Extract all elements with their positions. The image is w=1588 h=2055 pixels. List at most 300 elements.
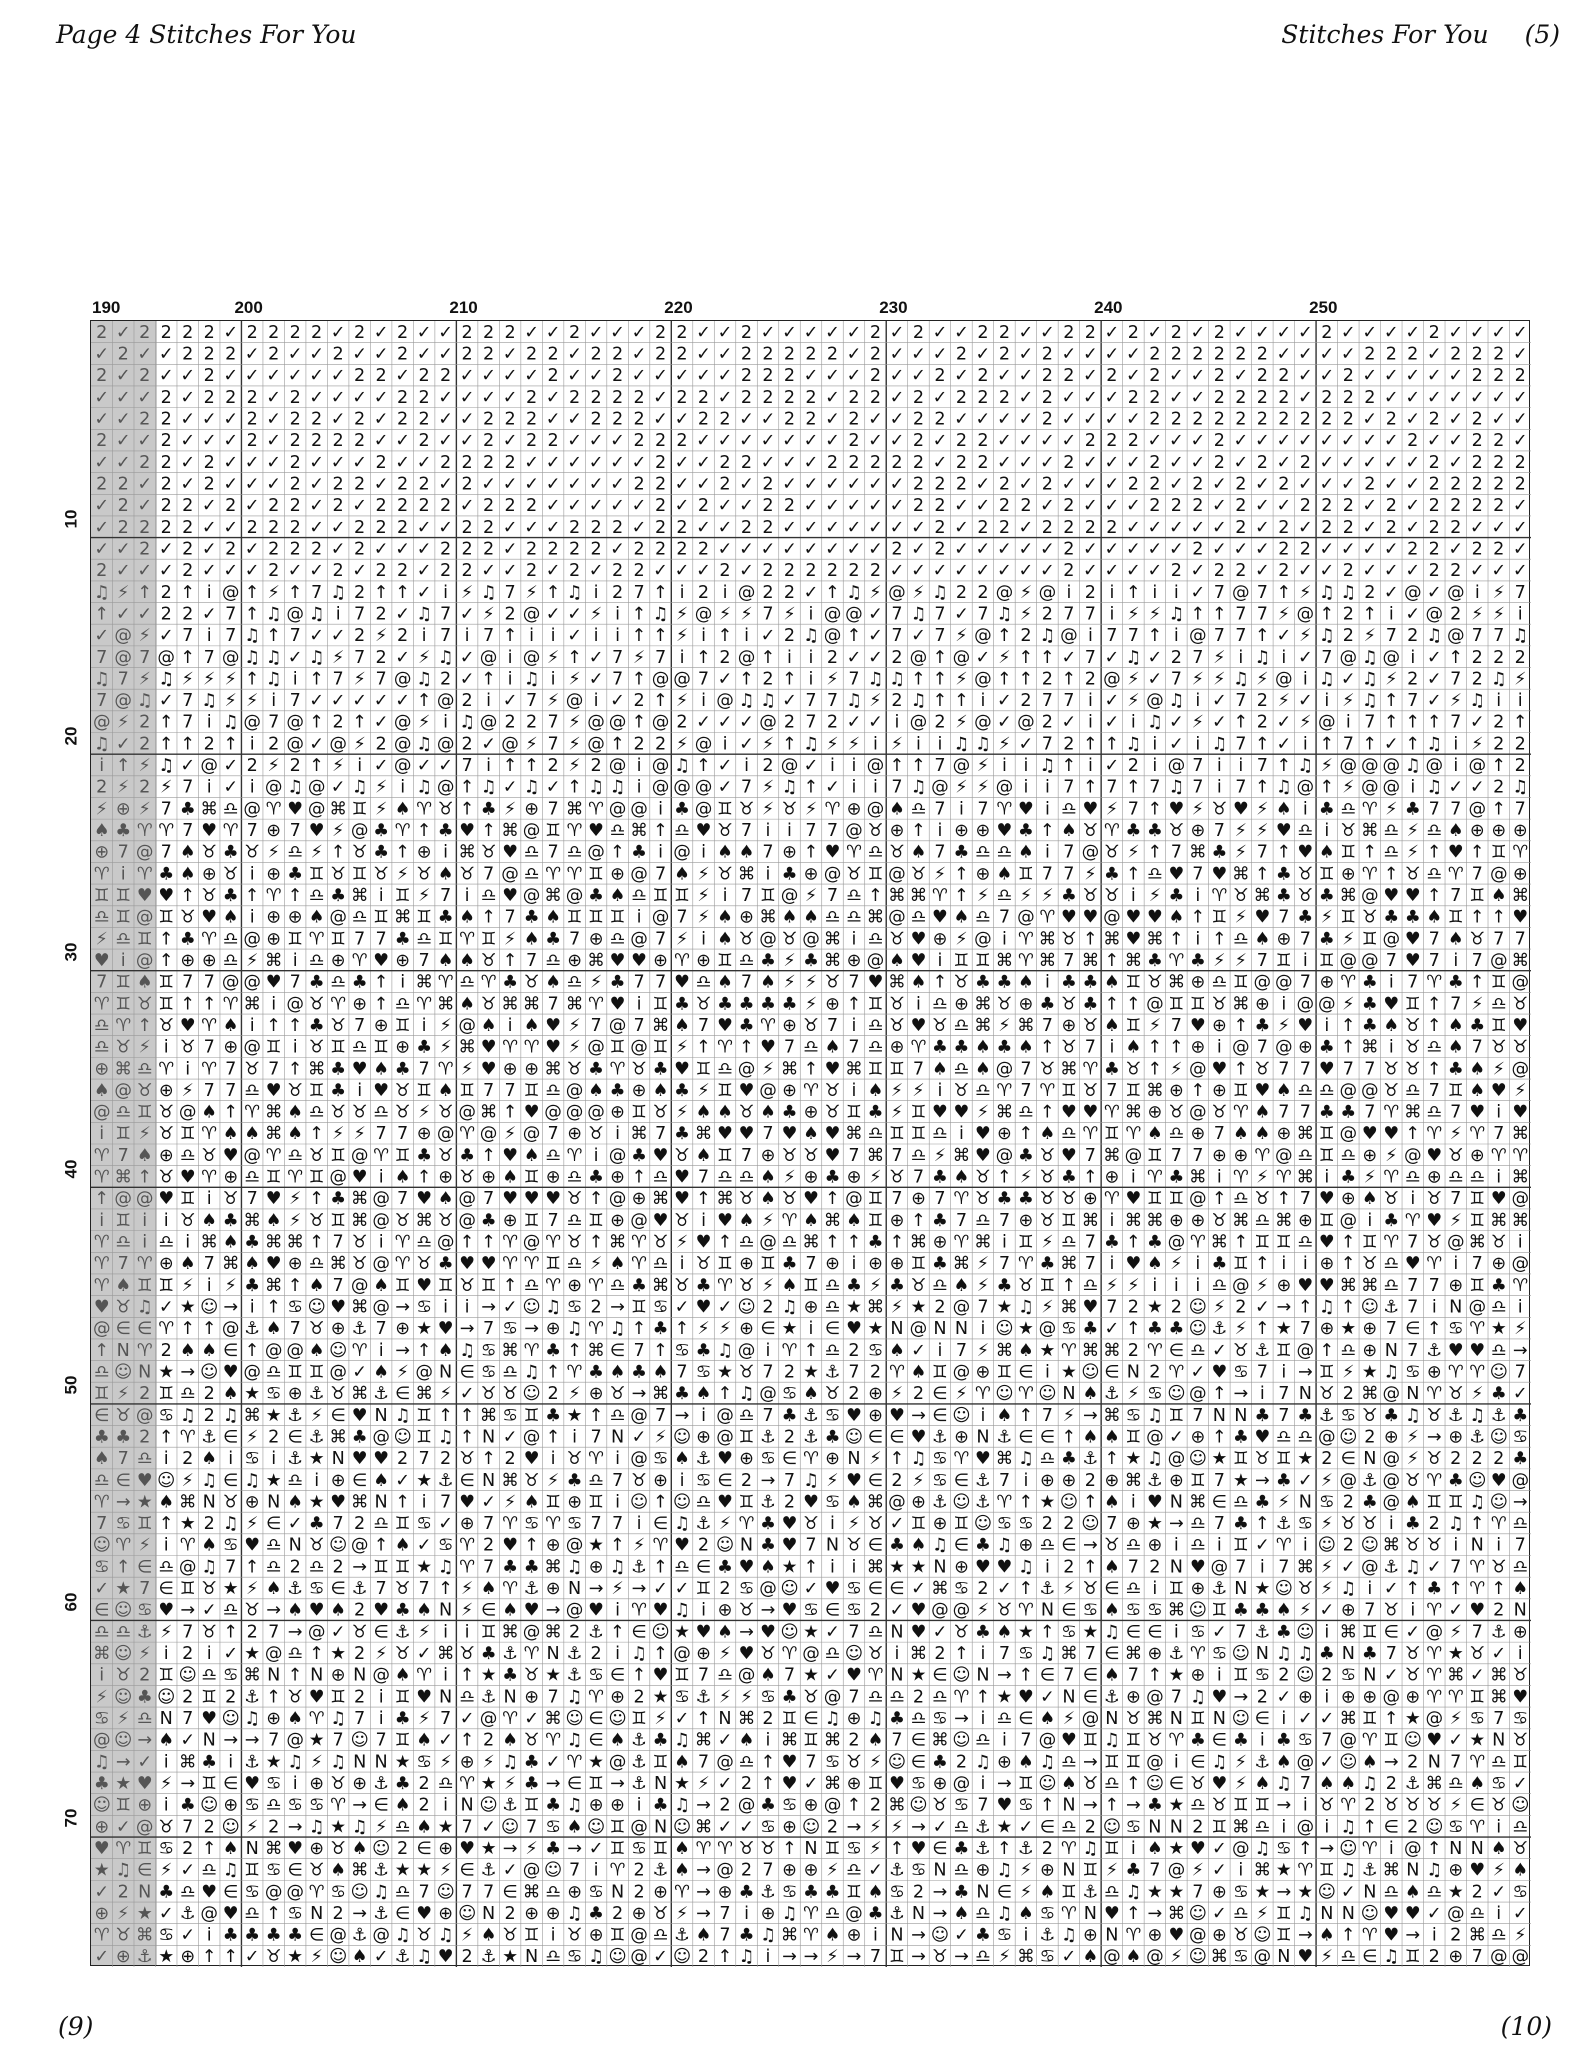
stitch-symbol: ⚡ bbox=[353, 734, 365, 754]
stitch-symbol: ⚡ bbox=[160, 778, 172, 798]
stitch-symbol: i bbox=[1238, 756, 1243, 776]
stitch-symbol: 7 bbox=[999, 1211, 1010, 1231]
stitch-symbol: ⊕ bbox=[847, 799, 862, 819]
stitch-symbol: ⚓ bbox=[696, 1687, 712, 1707]
stitch-symbol: 2 bbox=[419, 366, 430, 386]
stitch-symbol: ↑ bbox=[825, 583, 840, 603]
stitch-symbol: @ bbox=[738, 648, 756, 668]
stitch-symbol: 2 bbox=[483, 453, 494, 473]
stitch-symbol: ★ bbox=[717, 1362, 733, 1382]
stitch-symbol: ♈ bbox=[631, 1254, 647, 1274]
stitch-symbol: ⚡ bbox=[1278, 691, 1290, 711]
stitch-symbol: ✓ bbox=[718, 366, 733, 386]
stitch-symbol: ↑ bbox=[309, 1233, 324, 1253]
stitch-symbol: 2 bbox=[698, 1536, 709, 1556]
stitch-symbol: ✓ bbox=[309, 366, 324, 386]
stitch-symbol: ⚡ bbox=[977, 756, 989, 776]
stitch-symbol: 7 bbox=[268, 713, 279, 733]
stitch-symbol: ♥ bbox=[653, 1666, 669, 1686]
stitch-symbol: ☺ bbox=[952, 1492, 970, 1512]
stitch-symbol: 7 bbox=[290, 973, 301, 993]
stitch-symbol: ∈ bbox=[889, 1579, 904, 1599]
stitch-symbol: 7 bbox=[612, 669, 623, 689]
stitch-symbol: ∈ bbox=[1104, 1579, 1119, 1599]
stitch-symbol: 2 bbox=[870, 345, 881, 365]
stitch-symbol: ⊕ bbox=[1341, 864, 1356, 884]
stitch-symbol: ♠ bbox=[1448, 1038, 1464, 1058]
stitch-symbol: 2 bbox=[956, 474, 967, 494]
stitch-symbol: ♥ bbox=[180, 1016, 196, 1036]
stitch-symbol: ♠ bbox=[223, 1384, 239, 1404]
stitch-symbol: 7 bbox=[848, 1038, 859, 1058]
stitch-symbol: ♫ bbox=[352, 778, 368, 798]
stitch-symbol: ♉ bbox=[1405, 1644, 1421, 1664]
stitch-symbol: ♥ bbox=[1512, 1103, 1528, 1123]
stitch-symbol: 2 bbox=[1343, 1384, 1354, 1404]
stitch-symbol: ✓ bbox=[1255, 518, 1270, 538]
stitch-symbol: ∈ bbox=[1018, 1709, 1033, 1729]
stitch-symbol: ⚡ bbox=[955, 669, 967, 689]
stitch-symbol: ⊕ bbox=[159, 1254, 174, 1274]
stitch-symbol: ♣ bbox=[631, 1362, 647, 1382]
stitch-symbol: ♠ bbox=[524, 1492, 540, 1512]
stitch-symbol: ⊕ bbox=[288, 1384, 303, 1404]
stitch-symbol: ♥ bbox=[481, 1059, 497, 1079]
stitch-symbol: 7 bbox=[268, 1731, 279, 1751]
stitch-symbol: ♣ bbox=[1040, 994, 1056, 1014]
stitch-symbol: ⚡ bbox=[805, 799, 817, 819]
stitch-symbol: i bbox=[185, 1059, 190, 1079]
stitch-symbol: ↑ bbox=[782, 1839, 797, 1859]
stitch-symbol: ⚡ bbox=[117, 1384, 129, 1404]
stitch-symbol: ⊕ bbox=[1448, 1427, 1463, 1447]
stitch-symbol: ⊕ bbox=[589, 1384, 604, 1404]
stitch-symbol: N bbox=[310, 1904, 323, 1924]
stitch-symbol: 7 bbox=[1106, 626, 1117, 646]
stitch-symbol: ✓ bbox=[567, 345, 582, 365]
stitch-symbol: ♣ bbox=[825, 1882, 841, 1902]
stitch-symbol: ⚡ bbox=[1020, 604, 1032, 624]
stitch-symbol: ⚓ bbox=[201, 1427, 217, 1447]
stitch-symbol: ✓ bbox=[804, 323, 819, 343]
stitch-symbol: 2 bbox=[934, 1297, 945, 1317]
stitch-symbol: ♎ bbox=[975, 908, 991, 928]
stitch-symbol: ♈ bbox=[717, 1038, 733, 1058]
stitch-symbol: ♊ bbox=[653, 1038, 669, 1058]
stitch-symbol: ♎ bbox=[223, 951, 239, 971]
stitch-symbol: ✓ bbox=[1298, 388, 1313, 408]
stitch-symbol: @ bbox=[286, 713, 304, 733]
stitch-symbol: i bbox=[99, 1124, 104, 1144]
stitch-symbol: ♥ bbox=[1018, 799, 1034, 819]
stitch-symbol: ↑ bbox=[460, 1233, 475, 1253]
stitch-symbol: ♉ bbox=[524, 973, 540, 993]
stitch-symbol: ⚡ bbox=[1407, 1449, 1419, 1469]
stitch-symbol: 2 bbox=[1386, 1774, 1397, 1794]
stitch-symbol: ☺ bbox=[1167, 1384, 1185, 1404]
stitch-symbol: ⚡ bbox=[1321, 1579, 1333, 1599]
stitch-symbol: ↑ bbox=[1083, 1168, 1098, 1188]
stitch-symbol: ★ bbox=[1168, 1882, 1184, 1902]
stitch-symbol: ⊕ bbox=[825, 1449, 840, 1469]
stitch-symbol: ♉ bbox=[137, 994, 153, 1014]
stitch-symbol: → bbox=[1513, 1492, 1528, 1512]
stitch-symbol: ☺ bbox=[114, 1362, 132, 1382]
stitch-symbol: ✓ bbox=[116, 539, 131, 559]
stitch-symbol: ⚡ bbox=[1342, 994, 1354, 1014]
stitch-symbol: ⚡ bbox=[139, 1038, 151, 1058]
stitch-symbol: ⊕ bbox=[1276, 929, 1291, 949]
stitch-symbol: ♣ bbox=[975, 1622, 991, 1642]
stitch-symbol: ♠ bbox=[266, 1579, 282, 1599]
stitch-symbol: ✓ bbox=[438, 518, 453, 538]
stitch-symbol: 2 bbox=[1343, 1536, 1354, 1556]
stitch-symbol: ♣ bbox=[1512, 1449, 1528, 1469]
stitch-symbol: @ bbox=[523, 604, 541, 624]
stitch-symbol: ♉ bbox=[201, 843, 217, 863]
stitch-symbol: ♎ bbox=[567, 1168, 583, 1188]
stitch-symbol: ⚓ bbox=[1018, 1839, 1034, 1859]
stitch-symbol: ↑ bbox=[1255, 734, 1270, 754]
stitch-symbol: ✓ bbox=[675, 453, 690, 473]
stitch-symbol: ⚡ bbox=[955, 1384, 967, 1404]
stitch-symbol: 7 bbox=[999, 1644, 1010, 1664]
stitch-symbol: ⌘ bbox=[1103, 1406, 1121, 1426]
stitch-symbol: ✓ bbox=[1491, 388, 1506, 408]
stitch-symbol: ♈ bbox=[223, 821, 239, 841]
stitch-symbol: ✓ bbox=[288, 561, 303, 581]
stitch-symbol: ⊕ bbox=[417, 1124, 432, 1144]
stitch-symbol: ♋ bbox=[158, 1839, 174, 1859]
stitch-symbol: ✓ bbox=[675, 474, 690, 494]
stitch-symbol: 2 bbox=[1128, 388, 1139, 408]
stitch-symbol: ⌘ bbox=[179, 1492, 197, 1512]
stitch-symbol: @ bbox=[1382, 778, 1400, 798]
stitch-symbol: @ bbox=[1297, 1752, 1315, 1772]
stitch-symbol: ↑ bbox=[632, 604, 647, 624]
stitch-symbol: 2 bbox=[1407, 431, 1418, 451]
stitch-symbol: ✓ bbox=[1212, 713, 1227, 733]
stitch-symbol: ♣ bbox=[782, 1687, 798, 1707]
stitch-symbol: ↑ bbox=[503, 951, 518, 971]
stitch-symbol: i bbox=[1152, 734, 1157, 754]
stitch-symbol: ✓ bbox=[417, 345, 432, 365]
stitch-symbol: ♣ bbox=[674, 1384, 690, 1404]
stitch-symbol: ⊕ bbox=[1362, 1146, 1377, 1166]
stitch-symbol: ⚡ bbox=[697, 1081, 709, 1101]
stitch-symbol: ♣ bbox=[1147, 1319, 1163, 1339]
stitch-symbol: ♣ bbox=[760, 951, 776, 971]
stitch-symbol: 2 bbox=[182, 1687, 193, 1707]
stitch-symbol: 7 bbox=[333, 669, 344, 689]
stitch-symbol: ☺ bbox=[845, 1427, 863, 1447]
stitch-symbol: ♫ bbox=[524, 778, 540, 798]
stitch-symbol: ♊ bbox=[868, 1059, 884, 1079]
stitch-symbol: ♥ bbox=[373, 951, 389, 971]
stitch-symbol: 7 bbox=[290, 821, 301, 841]
stitch-symbol: ✓ bbox=[180, 388, 195, 408]
stitch-symbol: ♫ bbox=[782, 1904, 798, 1924]
stitch-symbol: ♎ bbox=[94, 1471, 110, 1491]
stitch-symbol: ☺ bbox=[1361, 1297, 1379, 1317]
stitch-symbol: ♋ bbox=[266, 1861, 282, 1881]
stitch-symbol: ✓ bbox=[1513, 345, 1528, 365]
stitch-symbol: ♈ bbox=[1426, 1124, 1442, 1144]
stitch-symbol: 2 bbox=[354, 474, 365, 494]
stitch-symbol: ♥ bbox=[1512, 1016, 1528, 1036]
stitch-symbol: ✓ bbox=[567, 604, 582, 624]
stitch-symbol: ✓ bbox=[374, 431, 389, 451]
stitch-symbol: 2 bbox=[655, 345, 666, 365]
stitch-symbol: ♋ bbox=[567, 1514, 583, 1534]
stitch-symbol: 2 bbox=[913, 388, 924, 408]
stitch-symbol: ♥ bbox=[610, 994, 626, 1014]
stitch-symbol: ♫ bbox=[567, 1731, 583, 1751]
stitch-symbol: ↑ bbox=[1362, 604, 1377, 624]
stitch-symbol: i bbox=[852, 1016, 857, 1036]
stitch-symbol: N bbox=[267, 1492, 280, 1512]
stitch-symbol: 2 bbox=[1042, 474, 1053, 494]
stitch-symbol: ♥ bbox=[1211, 1059, 1227, 1079]
stitch-symbol: ♠ bbox=[1362, 1752, 1378, 1772]
stitch-symbol: ✓ bbox=[546, 518, 561, 538]
stitch-symbol: ♊ bbox=[1426, 1492, 1442, 1512]
stitch-symbol: ⌘ bbox=[738, 1709, 756, 1729]
stitch-symbol: 2 bbox=[182, 1449, 193, 1469]
stitch-symbol: ♣ bbox=[1512, 1406, 1528, 1426]
stitch-symbol: ♫ bbox=[1491, 669, 1507, 689]
stitch-symbol: ♉ bbox=[1383, 1601, 1399, 1621]
stitch-symbol: ♋ bbox=[244, 1882, 260, 1902]
stitch-symbol: 7 bbox=[913, 1059, 924, 1079]
stitch-symbol: ♋ bbox=[158, 1926, 174, 1946]
stitch-symbol: ★ bbox=[911, 1666, 927, 1686]
stitch-symbol: ✓ bbox=[1255, 1297, 1270, 1317]
stitch-symbol: ⌘ bbox=[1082, 1211, 1100, 1231]
stitch-symbol: ♫ bbox=[1040, 1752, 1056, 1772]
stitch-symbol: ⚡ bbox=[1278, 1016, 1290, 1036]
stitch-symbol: ⚓ bbox=[502, 1796, 518, 1816]
stitch-symbol: i bbox=[1045, 799, 1050, 819]
stitch-symbol: ♠ bbox=[1040, 1709, 1056, 1729]
stitch-symbol: ∈ bbox=[266, 1514, 281, 1534]
stitch-symbol: i bbox=[142, 1233, 147, 1253]
stitch-symbol: ⌘ bbox=[329, 1427, 347, 1447]
stitch-symbol: 7 bbox=[1364, 1601, 1375, 1621]
stitch-symbol: @ bbox=[974, 929, 992, 949]
stitch-symbol: ✓ bbox=[546, 496, 561, 516]
stitch-symbol: ♋ bbox=[223, 1536, 239, 1556]
stitch-symbol: @ bbox=[1318, 1427, 1336, 1447]
stitch-symbol: ♉ bbox=[416, 864, 432, 884]
stitch-symbol: ↑ bbox=[266, 1016, 281, 1036]
stitch-symbol: ⚓ bbox=[760, 1492, 776, 1512]
stitch-symbol: ♠ bbox=[352, 1839, 368, 1859]
stitch-symbol: ♠ bbox=[954, 1276, 970, 1296]
stitch-symbol: @ bbox=[372, 1211, 390, 1231]
column-number: 210 bbox=[449, 298, 477, 318]
stitch-symbol: ⊕ bbox=[1362, 1687, 1377, 1707]
stitch-symbol: ♎ bbox=[997, 886, 1013, 906]
stitch-symbol: 2 bbox=[1020, 496, 1031, 516]
stitch-symbol: ♊ bbox=[631, 1709, 647, 1729]
stitch-symbol: ⚡ bbox=[762, 799, 774, 819]
stitch-symbol: ✓ bbox=[567, 366, 582, 386]
stitch-symbol: 2 bbox=[247, 431, 258, 451]
stitch-symbol: ✓ bbox=[696, 518, 711, 538]
stitch-symbol: → bbox=[997, 1666, 1012, 1686]
stitch-symbol: ♠ bbox=[696, 1384, 712, 1404]
stitch-symbol: 2 bbox=[784, 561, 795, 581]
stitch-symbol: i bbox=[1045, 1362, 1050, 1382]
stitch-symbol: ♥ bbox=[631, 951, 647, 971]
stitch-symbol: @ bbox=[1275, 1146, 1293, 1166]
stitch-symbol: ⚡ bbox=[977, 1601, 989, 1621]
stitch-symbol: ☺ bbox=[1296, 1666, 1314, 1686]
stitch-symbol: 7 bbox=[1300, 1059, 1311, 1079]
stitch-symbol: 7 bbox=[397, 1124, 408, 1144]
stitch-symbol: ⚡ bbox=[525, 734, 537, 754]
stitch-symbol: ⚡ bbox=[504, 929, 516, 949]
stitch-symbol: ♊ bbox=[1168, 1406, 1184, 1426]
stitch-symbol: ✓ bbox=[245, 496, 260, 516]
stitch-symbol: ⌘ bbox=[974, 1016, 992, 1036]
stitch-symbol: ⚡ bbox=[1192, 713, 1204, 733]
stitch-symbol: ♫ bbox=[739, 691, 755, 711]
stitch-symbol: N bbox=[1299, 1492, 1312, 1512]
stitch-symbol: ⚡ bbox=[1256, 669, 1268, 689]
stitch-symbol: ♈ bbox=[588, 1319, 604, 1339]
stitch-symbol: ♊ bbox=[330, 1038, 346, 1058]
stitch-symbol: ♊ bbox=[760, 886, 776, 906]
stitch-symbol: ♉ bbox=[524, 1731, 540, 1751]
stitch-symbol: ⊕ bbox=[1513, 864, 1528, 884]
stitch-symbol: ♉ bbox=[975, 1168, 991, 1188]
stitch-symbol: 7 bbox=[483, 626, 494, 646]
stitch-symbol: @ bbox=[480, 648, 498, 668]
stitch-symbol: ♣ bbox=[1018, 1146, 1034, 1166]
stitch-symbol: ⊕ bbox=[1147, 1103, 1162, 1123]
stitch-symbol: @ bbox=[609, 1016, 627, 1036]
stitch-symbol: ↑ bbox=[159, 1427, 174, 1447]
stitch-symbol: i bbox=[443, 1297, 448, 1317]
stitch-symbol: 7 bbox=[247, 1189, 258, 1209]
stitch-symbol: ✓ bbox=[266, 474, 281, 494]
stitch-symbol: ☺ bbox=[673, 1817, 691, 1837]
stitch-symbol: ★ bbox=[266, 1752, 282, 1772]
stitch-symbol: ♫ bbox=[287, 778, 303, 798]
stitch-symbol: ✓ bbox=[1405, 474, 1420, 494]
stitch-symbol: ♈ bbox=[459, 1536, 475, 1556]
stitch-symbol: ✓ bbox=[1019, 539, 1034, 559]
stitch-symbol: → bbox=[266, 1601, 281, 1621]
stitch-symbol: ♊ bbox=[610, 908, 626, 928]
stitch-symbol: 2 bbox=[182, 561, 193, 581]
stitch-symbol: ∈ bbox=[137, 1319, 152, 1339]
stitch-symbol: @ bbox=[845, 1904, 863, 1924]
stitch-symbol: 2 bbox=[1085, 1817, 1096, 1837]
stitch-symbol: i bbox=[1281, 994, 1286, 1014]
stitch-symbol: N bbox=[353, 1666, 366, 1686]
stitch-symbol: ⚡ bbox=[225, 669, 237, 689]
stitch-symbol: ⌘ bbox=[1060, 1297, 1078, 1317]
stitch-symbol: ✓ bbox=[460, 431, 475, 451]
stitch-symbol: i bbox=[443, 1666, 448, 1686]
stitch-symbol: i bbox=[1410, 1189, 1415, 1209]
stitch-symbol: ✓ bbox=[1212, 1839, 1227, 1859]
stitch-symbol: ✓ bbox=[1169, 734, 1184, 754]
stitch-symbol: ♫ bbox=[1147, 1449, 1163, 1469]
stitch-symbol: 2 bbox=[1493, 345, 1504, 365]
stitch-symbol: ✓ bbox=[825, 388, 840, 408]
stitch-symbol: i bbox=[422, 1492, 427, 1512]
stitch-symbol: ✓ bbox=[997, 410, 1012, 430]
stitch-symbol: 7 bbox=[96, 691, 107, 711]
stitch-symbol: ♊ bbox=[1168, 994, 1184, 1014]
stitch-symbol: ♥ bbox=[932, 908, 948, 928]
stitch-symbol: ♈ bbox=[201, 1059, 217, 1079]
stitch-symbol: ↑ bbox=[1126, 778, 1141, 798]
stitch-symbol: 2 bbox=[547, 431, 558, 451]
stitch-symbol: @ bbox=[1039, 583, 1057, 603]
stitch-symbol: ✓ bbox=[1427, 583, 1442, 603]
stitch-symbol: ♥ bbox=[846, 1319, 862, 1339]
stitch-symbol: 2 bbox=[161, 323, 172, 343]
stitch-symbol: ♣ bbox=[395, 1601, 411, 1621]
stitch-symbol: ♣ bbox=[1469, 1016, 1485, 1036]
stitch-symbol: ↑ bbox=[1040, 648, 1055, 668]
stitch-symbol: ♈ bbox=[373, 1146, 389, 1166]
stitch-symbol: ↑ bbox=[1276, 1189, 1291, 1209]
stitch-symbol: ⚡ bbox=[934, 1146, 946, 1166]
stitch-symbol: ♉ bbox=[1297, 864, 1313, 884]
stitch-symbol: ✓ bbox=[1255, 323, 1270, 343]
stitch-symbol: @ bbox=[372, 1926, 390, 1946]
stitch-symbol: 2 bbox=[762, 496, 773, 516]
stitch-symbol: ↑ bbox=[417, 821, 432, 841]
stitch-symbol: 7 bbox=[311, 583, 322, 603]
stitch-symbol: ✓ bbox=[589, 366, 604, 386]
stitch-symbol: ⚡ bbox=[1106, 1276, 1118, 1296]
stitch-symbol: ☺ bbox=[1232, 1709, 1250, 1729]
stitch-symbol: ↑ bbox=[718, 1384, 733, 1404]
stitch-symbol: ♥ bbox=[481, 1254, 497, 1274]
stitch-symbol: ⚡ bbox=[547, 691, 559, 711]
stitch-symbol: ✓ bbox=[309, 345, 324, 365]
stitch-symbol: @ bbox=[824, 864, 842, 884]
stitch-symbol: ♎ bbox=[1040, 1449, 1056, 1469]
stitch-symbol: ♠ bbox=[524, 1146, 540, 1166]
stitch-symbol: @ bbox=[759, 1233, 777, 1253]
stitch-symbol: 7 bbox=[333, 1233, 344, 1253]
stitch-symbol: ⌘ bbox=[1082, 951, 1100, 971]
stitch-symbol: ♥ bbox=[1362, 1124, 1378, 1144]
stitch-symbol: ♥ bbox=[1061, 1146, 1077, 1166]
stitch-symbol: ⚡ bbox=[332, 821, 344, 841]
stitch-symbol: ✓ bbox=[352, 496, 367, 516]
stitch-symbol: ⌘ bbox=[265, 951, 283, 971]
stitch-symbol: ✓ bbox=[266, 431, 281, 451]
stitch-symbol: ✓ bbox=[1212, 1861, 1227, 1881]
stitch-symbol: ♉ bbox=[481, 843, 497, 863]
stitch-symbol: @ bbox=[93, 1103, 111, 1123]
stitch-symbol: ♫ bbox=[825, 1709, 841, 1729]
stitch-symbol: ♫ bbox=[1319, 626, 1335, 646]
stitch-symbol: ⚡ bbox=[1127, 1384, 1139, 1404]
stitch-symbol: ✓ bbox=[417, 453, 432, 473]
stitch-symbol: ♉ bbox=[1211, 799, 1227, 819]
stitch-symbol: i bbox=[1023, 1471, 1028, 1491]
